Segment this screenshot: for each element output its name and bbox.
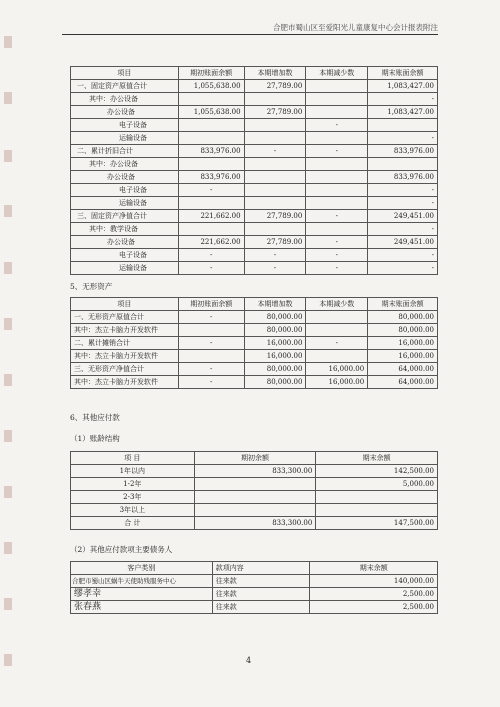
row-label: 1年以内	[71, 465, 195, 478]
table-row	[71, 337, 438, 350]
cell: 1,055,638.00	[178, 106, 244, 119]
aging-title: （1）账龄结构	[70, 434, 120, 443]
cell: -	[368, 184, 438, 197]
cell	[244, 119, 306, 132]
cell	[244, 197, 306, 210]
column-header: 期末账面余额	[368, 67, 438, 80]
row-label: 其中：杰立卡脑力开发软件	[71, 324, 179, 337]
binder-mark	[4, 262, 12, 274]
table-row	[71, 575, 438, 588]
cell	[244, 184, 306, 197]
cell: -	[368, 132, 438, 145]
debtors-title: （2）其他应付款项主要债务人	[70, 545, 173, 554]
cell	[178, 324, 244, 337]
row-label: 缪孝幸	[71, 588, 213, 601]
cell	[306, 132, 368, 145]
cell: 16,000.00	[244, 350, 306, 363]
row-label: 一、无形资产原值合计	[71, 311, 179, 324]
cell: 80,000.00	[244, 363, 306, 376]
row-label: 合肥市蜀山区蜗牛天使助残服务中心	[71, 575, 213, 588]
row-label: 三、固定资产净值合计	[71, 210, 179, 223]
cell: 27,789.00	[244, 80, 306, 93]
binder-mark	[4, 150, 12, 162]
cell	[194, 491, 316, 504]
cell: -	[368, 197, 438, 210]
column-header: 项目	[71, 67, 179, 80]
cell: 80,000.00	[244, 311, 306, 324]
cell	[306, 93, 368, 106]
row-label: 办公设备	[71, 236, 179, 249]
cell: 64,000.00	[368, 363, 438, 376]
row-label: 三、无形资产净值合计	[71, 363, 179, 376]
table-row	[71, 350, 438, 363]
cell: 16,000.00	[368, 350, 438, 363]
row-label: 运输设备	[71, 262, 179, 275]
cell	[244, 158, 306, 171]
binder-mark	[4, 542, 12, 554]
section-title-intangible: 5、无形资产	[70, 282, 113, 291]
cell	[306, 106, 368, 119]
cell	[178, 197, 244, 210]
binder-mark	[4, 430, 12, 442]
cell: 221,662.00	[178, 236, 244, 249]
column-header: 期末余额	[316, 452, 438, 465]
debtors-table	[70, 561, 438, 614]
cell	[178, 119, 244, 132]
table-row	[71, 491, 438, 504]
cell	[178, 93, 244, 106]
table-row	[71, 197, 438, 210]
cell: 64,000.00	[368, 376, 438, 389]
column-header: 期初余额	[194, 452, 316, 465]
table-row	[71, 171, 438, 184]
cell: 142,500.00	[316, 465, 438, 478]
column-header: 款项内容	[212, 562, 310, 575]
table-row	[71, 80, 438, 93]
aging-table	[70, 451, 438, 530]
table-row	[71, 145, 438, 158]
cell	[306, 311, 368, 324]
cell: -	[368, 93, 438, 106]
cell: -	[244, 249, 306, 262]
cell	[306, 171, 368, 184]
table-header-row	[71, 452, 438, 465]
cell: 27,789.00	[244, 236, 306, 249]
row-label: 二、累计折旧合计	[71, 145, 179, 158]
page-header: 合肥市蜀山区至爱阳光儿童康复中心会计报表附注	[273, 23, 438, 32]
cell: 833,976.00	[178, 171, 244, 184]
cell: 1,083,427.00	[368, 80, 438, 93]
cell	[244, 93, 306, 106]
cell	[316, 504, 438, 517]
cell	[306, 80, 368, 93]
cell: -	[178, 337, 244, 350]
row-label: 办公设备	[71, 106, 179, 119]
table-row	[71, 588, 438, 601]
row-label: 3年以上	[71, 504, 195, 517]
binder-mark	[4, 205, 12, 217]
column-header: 本期减少数	[306, 298, 368, 311]
cell	[244, 132, 306, 145]
binder-mark	[4, 486, 12, 498]
cell: 80,000.00	[244, 324, 306, 337]
column-header: 期末账面余额	[368, 298, 438, 311]
table-row	[71, 184, 438, 197]
row-label: 办公设备	[71, 171, 179, 184]
cell: -	[178, 363, 244, 376]
table-row	[71, 223, 438, 236]
binder-mark	[4, 598, 12, 610]
row-label: 合 计	[71, 517, 195, 530]
binder-mark	[4, 318, 12, 330]
cell: -	[368, 223, 438, 236]
row-label: 电子设备	[71, 184, 179, 197]
cell: 80,000.00	[244, 376, 306, 389]
cell	[244, 171, 306, 184]
cell: -	[178, 184, 244, 197]
table-row	[71, 210, 438, 223]
table-row	[71, 106, 438, 119]
cell: 16,000.00	[244, 337, 306, 350]
cell	[178, 132, 244, 145]
cell	[244, 223, 306, 236]
row-label: 一、固定资产原值合计	[71, 80, 179, 93]
column-header: 本期增加数	[244, 67, 306, 80]
table-row	[71, 262, 438, 275]
table-row	[71, 465, 438, 478]
cell	[306, 197, 368, 210]
table-row	[71, 324, 438, 337]
cell: 16,000.00	[306, 376, 368, 389]
row-label: 其中：办公设备	[71, 158, 179, 171]
table-row	[71, 363, 438, 376]
cell: 80,000.00	[368, 324, 438, 337]
table-row	[71, 311, 438, 324]
table-header-row	[71, 67, 438, 80]
cell: -	[178, 376, 244, 389]
cell	[178, 158, 244, 171]
cell: -	[368, 262, 438, 275]
cell: 往来款	[212, 575, 310, 588]
cell: -	[178, 262, 244, 275]
header-rule	[62, 34, 438, 35]
table-row	[71, 119, 438, 132]
cell: -	[306, 145, 368, 158]
cell: -	[244, 145, 306, 158]
cell	[368, 119, 438, 132]
intangible-assets-table	[70, 297, 438, 389]
cell: -	[244, 262, 306, 275]
cell: 1,055,638.00	[178, 80, 244, 93]
cell: 833,976.00	[368, 171, 438, 184]
cell: -	[306, 262, 368, 275]
column-header: 项目	[71, 298, 179, 311]
cell: 833,300.00	[194, 517, 316, 530]
binder-mark	[4, 92, 12, 104]
binder-mark	[4, 374, 12, 386]
row-label: 其中：杰立卡脑力开发软件	[71, 376, 179, 389]
cell: 5,000.00	[316, 478, 438, 491]
cell: -	[306, 236, 368, 249]
row-label: 电子设备	[71, 249, 179, 262]
table-row	[71, 93, 438, 106]
cell: 833,300.00	[194, 465, 316, 478]
cell: 2,500.00	[310, 588, 438, 601]
cell: 16,000.00	[306, 363, 368, 376]
row-label: 其中：办公设备	[71, 93, 179, 106]
cell: 833,976.00	[178, 145, 244, 158]
column-header: 期末余额	[310, 562, 438, 575]
column-header: 客户类别	[71, 562, 213, 575]
cell	[306, 223, 368, 236]
section-title-other-payables: 6、其他应付款	[70, 413, 120, 422]
row-label: 二、累计摊销合计	[71, 337, 179, 350]
cell	[368, 158, 438, 171]
cell: -	[178, 311, 244, 324]
column-header: 期初账面余额	[178, 298, 244, 311]
binder-mark	[4, 36, 12, 48]
column-header: 本期增加数	[244, 298, 306, 311]
row-label: 其中：杰立卡脑力开发软件	[71, 350, 179, 363]
cell	[306, 158, 368, 171]
cell: 往来款	[212, 601, 310, 614]
cell: -	[306, 210, 368, 223]
row-label: 张春燕	[71, 601, 213, 614]
row-label: 运输设备	[71, 197, 179, 210]
cell: 16,000.00	[368, 337, 438, 350]
cell	[306, 184, 368, 197]
row-label: 电子设备	[71, 119, 179, 132]
cell: 27,789.00	[244, 210, 306, 223]
cell: 221,662.00	[178, 210, 244, 223]
cell	[306, 324, 368, 337]
table-row	[71, 376, 438, 389]
cell: 1,083,427.00	[368, 106, 438, 119]
table-row	[71, 132, 438, 145]
table-row	[71, 478, 438, 491]
cell	[178, 350, 244, 363]
column-header: 项 目	[71, 452, 195, 465]
table-row	[71, 517, 438, 530]
cell: 147,500.00	[316, 517, 438, 530]
cell: 249,451.00	[368, 210, 438, 223]
table-header-row	[71, 562, 438, 575]
cell	[194, 504, 316, 517]
row-label: 2-3年	[71, 491, 195, 504]
table-row	[71, 601, 438, 614]
table-header-row	[71, 298, 438, 311]
cell: 2,500.00	[310, 601, 438, 614]
cell	[194, 478, 316, 491]
cell	[316, 491, 438, 504]
cell: 140,000.00	[310, 575, 438, 588]
cell: 249,451.00	[368, 236, 438, 249]
row-label: 1-2年	[71, 478, 195, 491]
table-row	[71, 249, 438, 262]
column-header: 本期减少数	[306, 67, 368, 80]
cell: 往来款	[212, 588, 310, 601]
cell: -	[178, 249, 244, 262]
page-number: 4	[246, 656, 252, 665]
cell	[306, 350, 368, 363]
table-row	[71, 504, 438, 517]
cell: 80,000.00	[368, 311, 438, 324]
binder-mark	[4, 654, 12, 666]
table-row	[71, 158, 438, 171]
cell	[178, 223, 244, 236]
cell: 833,976.00	[368, 145, 438, 158]
row-label: 其中：教学设备	[71, 223, 179, 236]
row-label: 运输设备	[71, 132, 179, 145]
cell: -	[306, 119, 368, 132]
cell: -	[306, 337, 368, 350]
cell: -	[368, 249, 438, 262]
cell: -	[306, 249, 368, 262]
cell: 27,789.00	[244, 106, 306, 119]
column-header: 期初账面余额	[178, 67, 244, 80]
table-row	[71, 236, 438, 249]
fixed-assets-table	[70, 66, 438, 275]
